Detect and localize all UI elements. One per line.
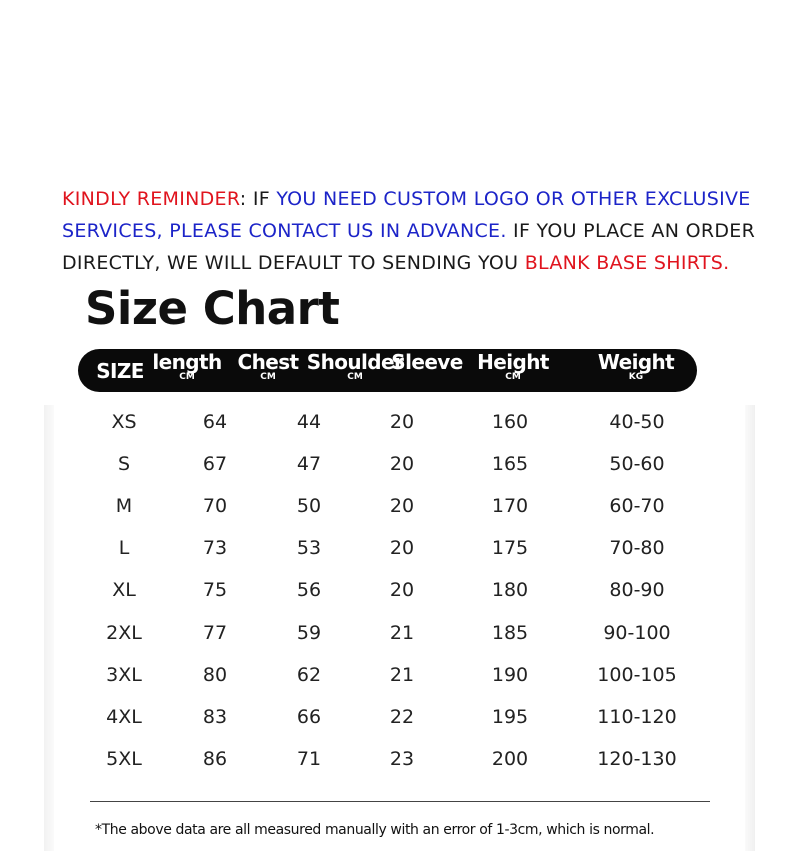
table-cell: 4XL <box>106 705 142 728</box>
table-cell: 50 <box>296 495 322 518</box>
header-shoulder <box>307 349 403 392</box>
table-cell: 53 <box>296 537 322 560</box>
page-title: Size Chart <box>85 282 340 335</box>
reminder-blank-shirts-text: BLANK BASE SHIRTS. <box>524 252 730 274</box>
table-cell: 100-105 <box>597 663 677 686</box>
table-row <box>0 401 800 443</box>
header-unit: CM <box>347 372 363 382</box>
table-cell: 75 <box>202 579 228 602</box>
table-cell: 40-50 <box>609 411 665 433</box>
table-cell: 21 <box>389 621 415 644</box>
table-row <box>0 569 800 611</box>
table-cell: 60-70 <box>609 495 665 518</box>
table-cell: 64 <box>202 411 228 433</box>
reminder-line-2 <box>62 215 762 247</box>
table-cell: 90-100 <box>603 621 671 644</box>
table-cell: M <box>115 495 133 518</box>
reminder-line-3 <box>62 247 762 279</box>
table-row <box>0 696 800 738</box>
reminder-line-1 <box>62 183 762 215</box>
table-cell: L <box>118 537 130 560</box>
reminder-contact-text: SERVICES, PLEASE CONTACT US IN ADVANCE. <box>62 220 507 242</box>
table-cell: 20 <box>389 411 415 433</box>
table-cell: 66 <box>296 705 322 728</box>
table-cell: 86 <box>202 747 228 770</box>
header-label: length <box>152 350 222 374</box>
header-label: Sleeve <box>391 350 463 374</box>
header-unit: CM <box>260 372 276 382</box>
table-cell: 2XL <box>106 621 142 644</box>
header-height <box>477 349 549 392</box>
header-label: SIZE <box>96 359 144 383</box>
table-cell: 3XL <box>106 663 142 686</box>
header-label: Shoulder <box>306 350 404 374</box>
table-cell: 190 <box>491 663 529 686</box>
table-cell: 21 <box>389 663 415 686</box>
table-cell: 120-130 <box>597 747 677 770</box>
table-cell: 185 <box>491 621 529 644</box>
header-sleeve <box>391 349 462 392</box>
reminder-text: : IF <box>239 188 277 210</box>
table-cell: 22 <box>389 705 415 728</box>
table-cell: 47 <box>296 453 322 476</box>
table-cell: 67 <box>202 453 228 476</box>
header-unit: CM <box>505 372 521 382</box>
table-cell: 180 <box>491 579 529 602</box>
table-cell: 195 <box>491 705 529 728</box>
header-label: Height <box>477 350 549 374</box>
kindly-reminder <box>62 183 762 279</box>
header-size <box>96 349 144 392</box>
table-cell: 50-60 <box>609 453 665 476</box>
reminder-custom-logo-text: YOU NEED CUSTOM LOGO OR OTHER EXCLUSIVE <box>276 188 751 210</box>
table-cell: 175 <box>491 537 529 560</box>
table-row <box>0 485 800 527</box>
table-cell: 20 <box>389 495 415 518</box>
table-row <box>0 612 800 654</box>
header-length <box>152 349 221 392</box>
table-cell: 80-90 <box>609 579 665 602</box>
table-cell: 70 <box>202 495 228 518</box>
reminder-label: KINDLY REMINDER <box>62 188 240 210</box>
table-row <box>0 527 800 569</box>
table-cell: S <box>117 453 131 476</box>
table-cell: 80 <box>202 663 228 686</box>
header-weight <box>598 349 674 392</box>
table-cell: 23 <box>389 747 415 770</box>
header-unit: KG <box>628 372 644 382</box>
header-label: Weight <box>597 350 675 374</box>
table-row <box>0 443 800 485</box>
table-cell: 83 <box>202 705 228 728</box>
table-cell: 20 <box>389 537 415 560</box>
reminder-order-text: IF YOU PLACE AN ORDER <box>506 220 756 242</box>
header-chest <box>238 349 299 392</box>
table-cell: 70-80 <box>609 537 665 560</box>
table-cell: 165 <box>491 453 529 476</box>
table-cell: 62 <box>296 663 322 686</box>
table-cell: 200 <box>491 747 529 770</box>
header-label: Chest <box>237 350 299 374</box>
header-unit: CM <box>179 372 195 382</box>
table-cell: 71 <box>296 747 322 770</box>
table-cell: 73 <box>202 537 228 560</box>
table-cell: XS <box>111 411 137 433</box>
table-cell: 20 <box>389 579 415 602</box>
table-cell: 56 <box>296 579 322 602</box>
table-cell: 110-120 <box>597 705 677 728</box>
divider <box>90 801 710 802</box>
table-cell: XL <box>112 579 136 602</box>
table-cell: 77 <box>202 621 228 644</box>
table-cell: 160 <box>491 411 529 433</box>
reminder-default-text: DIRECTLY, WE WILL DEFAULT TO SENDING YOU <box>62 252 525 274</box>
table-cell: 20 <box>389 453 415 476</box>
measurement-note: *The above data are all measured manually with an error of 1-3cm, which is normal. <box>95 822 655 838</box>
table-cell: 5XL <box>106 747 142 770</box>
table-row <box>0 654 800 696</box>
table-row <box>0 738 800 780</box>
table-cell: 170 <box>491 495 529 518</box>
table-cell: 59 <box>296 621 322 644</box>
table-cell: 44 <box>296 411 322 433</box>
